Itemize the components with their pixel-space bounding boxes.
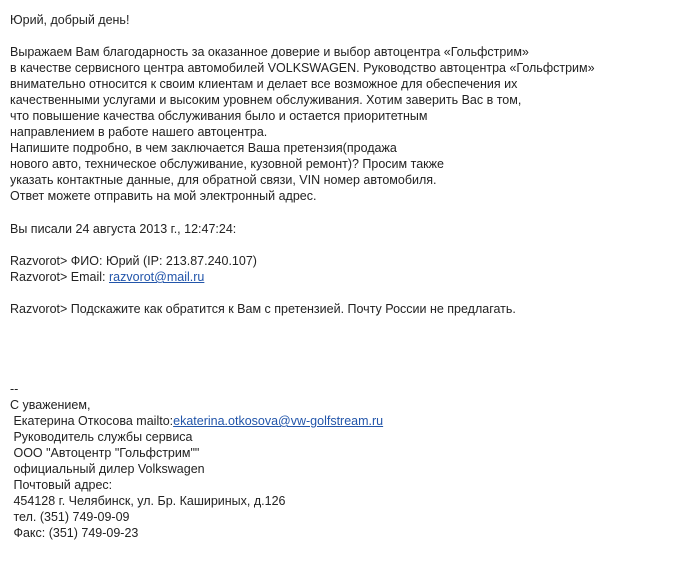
signature-line: Факс: (351) 749-09-23	[10, 526, 139, 540]
body-line: направлением в работе нашего автоцентра.	[10, 125, 268, 139]
body-line: нового авто, техническое обслуживание, кузовной ремонт)? Просим также	[10, 157, 444, 171]
body-line: Выражаем Вам благодарность за оказанное доверие и выбор автоцентра «Гольфстрим»	[10, 45, 529, 59]
signature-line: ООО "Автоцентр "Гольфстрим""	[10, 446, 200, 460]
quote-email-label: Razvorot> Email:	[10, 270, 109, 284]
signature-line: официальный дилер Volkswagen	[10, 462, 205, 476]
signature-line: 454128 г. Челябинск, ул. Бр. Кашириных, д.126	[10, 494, 286, 508]
greeting: Юрий, добрый день!	[10, 13, 130, 27]
body-line: что повышение качества обслуживания было и остается приоритетным	[10, 109, 428, 123]
body-line: качественными услугами и высоким уровнем обслуживания. Хотим заверить Вас в том,	[10, 93, 522, 107]
body-line: внимательно относится к своим клиентам и делает все возможное для обеспечения их	[10, 77, 518, 91]
body-line: в качестве сервисного центра автомобилей VOLKSWAGEN. Руководство автоцентра «Гольфстрим»	[10, 61, 595, 75]
signature-line: Почтовый адрес:	[10, 478, 113, 492]
signature-regards: С уважением,	[10, 398, 91, 412]
body-line: Ответ можете отправить на мой электронный адрес.	[10, 189, 317, 203]
signature-name: Екатерина Откосова mailto:	[10, 414, 174, 428]
quote-fio-line: Razvorot> ФИО: Юрий (IP: 213.87.240.107)	[10, 254, 257, 268]
quote-email-line	[10, 269, 204, 285]
signature-name-line	[10, 413, 383, 429]
quote-message: Razvorot> Подскажите как обратится к Вам с претензией. Почту России не предлагать.	[10, 302, 516, 316]
body-line: Напишите подробно, в чем заключается Ваша претензия(продажа	[10, 141, 397, 155]
signature-line: тел. (351) 749-09-09	[10, 510, 130, 524]
signature-line: Руководитель службы сервиса	[10, 430, 193, 444]
signature-separator: --	[10, 382, 19, 396]
sender-email-link[interactable]: razvorot@mail.ru	[109, 270, 205, 284]
quote-header: Вы писали 24 августа 2013 г., 12:47:24:	[10, 222, 237, 236]
body-line: указать контактные данные, для обратной связи, VIN номер автомобиля.	[10, 173, 437, 187]
signature-email-link[interactable]: ekaterina.otkosova@vw-golfstream.ru	[173, 414, 384, 428]
